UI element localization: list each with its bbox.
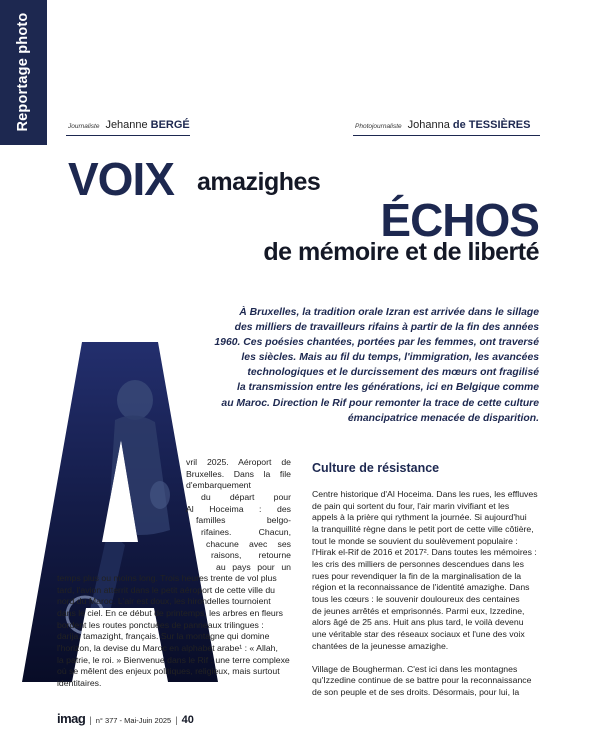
paragraph-gap [312,652,544,664]
title-voix: VOIX [68,153,174,205]
text-line: familles belgo- [196,515,291,526]
text-line: Village de Bougherman. C'est ici dans les montagnes [312,663,518,674]
section-tab [0,0,47,145]
left-column-bottom [57,573,290,690]
page-number: 40 [181,714,194,726]
text-line: où se mêlent des enjeux politiques, religieux, mais surtout [57,666,280,677]
text-line: raisons, retourne [211,550,291,561]
photographer-last-name: de TESSIÈRES [452,119,531,131]
text-line: appels à la prière qui rythment la journée. Si aujourd'hui [312,512,527,523]
text-line: nord du Maroc. L'air est doux, les hirondelles tournoient [57,596,271,607]
text-line: alors âgé de 25 ans. Huit ans plus tard, le voilà devenu [312,617,524,628]
text-line: de pain qui sortent du four, l'air marin vivifiant et les [312,500,510,511]
text-line: Al Hoceima : des [186,503,291,514]
left-column-top [186,457,291,574]
text-line: rues pour revendiquer la fin de la marginalisation de la [312,570,522,581]
text-line: identitaires. [57,677,102,688]
text-line: tout le monde se souvient du soulèvement populaire : [312,535,518,546]
text-line: une véritable star des réseaux sociaux et l'une des voix [312,628,525,639]
text-line: chantées de la jeunesse amazighe. [312,640,449,651]
title-subline: de mémoire et de liberté [263,238,539,266]
text-line: temps plus ou moins long. Trois heures trente de vol plus [57,573,277,583]
text-line: au pays pour un [216,561,291,572]
text-line: qu'Izzedine continue de se battre pour la reconnaissance [312,675,532,686]
photographer-credit [355,119,530,135]
intro-line: la transmission entre les générations, ici en Belgique comme [236,382,539,394]
photographer-first-name: Johanna [407,119,450,131]
right-column [312,489,544,699]
footer-separator: | [175,715,178,725]
text-line: tard, l'avion atterrit dans le petit aéroport de cette ville du [57,584,276,595]
text-line: la patrie, le roi. » Bienvenue dans le Rif : une terre complexe [57,654,290,665]
text-line: Centre historique d'Al Hoceima. Dans les rues, les effluves [312,489,538,499]
intro-standfirst [179,305,539,426]
text-line: rifaines. Chacun, [201,526,291,537]
intro-line: des milliers de travailleurs rifains à partir de la fin des années [234,322,539,334]
photographer-rule [353,135,540,136]
text-line: les cris des milliers de personnes descendues dans les [312,558,524,569]
text-line: l'Hirak el-Rif de 2016 et 2017². Dans toutes les mémoires : [312,547,537,558]
text-line: Bruxelles. Dans la file [186,468,291,479]
text-line: l'horizon, la devise du Maroc en alphabet arabe¹ : « Allah, [57,642,278,653]
text-line: bordent les routes ponctuées de panneaux trilingues : [57,619,264,630]
intro-line: émancipatrice menacée de disparition. [347,412,539,424]
intro-line: au Maroc. Direction le Rif pour remonter la trace de cette culture [221,397,539,409]
section-heading: Culture de résistance [312,461,440,475]
writer-role: Journaliste [68,123,100,130]
intro-line: technologiques et le durcissement des mœurs ont fragilisé [247,367,539,379]
intro-line: les siècles. Mais au fil du temps, l'immigration, les avancées [241,352,539,364]
issue-info: n° 377 - Mai-Juin 2025 [95,716,172,725]
text-line: la tranquillité règne dans le petit port de cette ville côtière, [312,523,534,534]
text-line: de jeunes arrêtés et emprisonnés. Parmi eux, Izzedine, [312,605,525,616]
section-tab-label: Reportage photo [15,12,31,132]
text-line: tous les cœurs : le souvenir douloureux des centaines [312,593,520,604]
page-footer [57,711,194,726]
writer-rule [66,135,190,136]
writer-first-name: Jehanne [105,119,148,131]
text-line: vril 2025. Aéroport de [186,457,291,467]
text-line: de son peuple et de ses droits. Désormais, pour lui, la [312,687,520,698]
writer-last-name: BERGÉ [150,119,190,131]
text-line: du départ pour [201,491,291,502]
text-line: chacune avec ses [206,538,291,549]
title-echos: ÉCHOS [380,194,539,246]
text-line: dans le ciel. En ce début de printemps, les arbres en fleurs [57,607,283,618]
magazine-logo: imag [57,711,86,726]
footer-separator: | [89,715,92,725]
photographer-role: Photojournaliste [355,123,402,130]
text-line: darija, tamazight, français. Sur la montagne qui domine [57,631,270,642]
text-line: d'embarquement [186,480,251,491]
writer-credit [68,119,190,135]
text-line: région et la reconnaissance de l'identité amazighe. Dans [312,582,530,593]
intro-line: 1960. Ces poésies chantées, portées par les femmes, ont traversé [214,337,539,349]
title-amazighes: amazighes [197,168,321,196]
intro-line: À Bruxelles, la tradition orale Izran est arrivée dans le sillage [239,307,539,318]
